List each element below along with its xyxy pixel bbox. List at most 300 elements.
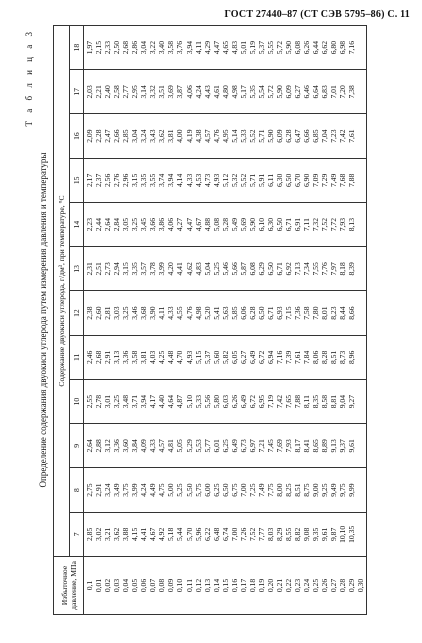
pressure-value: 0,04 <box>121 578 131 593</box>
temperature-header: 18 <box>70 26 84 70</box>
pressure-value: 0,27 <box>329 578 339 593</box>
co2-value: 5,80 <box>211 394 221 409</box>
co2-value: 5,71 <box>247 173 257 188</box>
co2-value: 10,10 <box>338 525 348 543</box>
pressure-value: 0,08 <box>157 578 167 593</box>
co2-value: 4,43 <box>202 85 212 99</box>
co2-value: 9,25 <box>320 483 330 497</box>
co2-value: 8,73 <box>338 350 348 365</box>
co2-value: 3,24 <box>103 483 113 497</box>
co2-value: 7,21 <box>256 439 266 453</box>
co2-value: 4,76 <box>211 129 221 143</box>
co2-value: 5,77 <box>202 439 212 453</box>
co2-value: 7,49 <box>256 483 266 497</box>
co2-value: 6,91 <box>293 217 303 232</box>
co2-value: 4,33 <box>166 306 176 320</box>
co2-value: 7,19 <box>265 394 275 409</box>
co2-value: 8,11 <box>302 395 312 409</box>
co2-value: 5,15 <box>193 350 203 365</box>
co2-value: 4,57 <box>157 439 167 453</box>
co2-value: 5,08 <box>211 217 221 232</box>
co2-value: 3,05 <box>121 217 131 232</box>
co2-value: 4,27 <box>175 217 185 232</box>
co2-value: 4,20 <box>166 262 176 276</box>
temperature-header: 11 <box>70 335 84 379</box>
co2-value: 4,24 <box>139 483 149 497</box>
values-column <box>84 247 367 291</box>
co2-value: 7,11 <box>302 218 312 232</box>
co2-value: 5,17 <box>238 85 248 99</box>
co2-value: 6,03 <box>220 394 230 409</box>
co2-value: 3,36 <box>112 439 122 453</box>
co2-value: 6,01 <box>211 439 221 453</box>
co2-value: 8,51 <box>329 350 339 365</box>
co2-value: 5,72 <box>274 40 284 55</box>
co2-value: 9,61 <box>320 527 330 542</box>
co2-value: 4,38 <box>193 129 203 143</box>
co2-value: 5,44 <box>175 527 185 542</box>
co2-value: 5,87 <box>238 262 248 276</box>
co2-value: 3,57 <box>139 262 149 276</box>
co2-value: 7,13 <box>293 262 303 276</box>
co2-value: 6,94 <box>265 350 275 365</box>
co2-value: 8,25 <box>284 483 294 497</box>
co2-value: 2,78 <box>94 394 104 409</box>
co2-value: 5,00 <box>166 483 176 497</box>
values-column <box>84 380 367 424</box>
co2-value: 8,89 <box>320 439 330 453</box>
co2-value: 4,73 <box>202 173 212 188</box>
co2-value: 5,05 <box>175 439 185 453</box>
co2-value: 2,56 <box>103 173 113 188</box>
co2-value: 5,63 <box>220 306 230 320</box>
co2-value: 3,35 <box>139 173 149 188</box>
co2-value: 8,23 <box>329 306 339 320</box>
co2-value: 5,01 <box>238 40 248 55</box>
table-caption: Определение содержания двуокиси углерода путем измерения давления и температуры <box>38 152 48 488</box>
co2-value: 7,88 <box>293 394 303 409</box>
temperature-header: 16 <box>70 114 84 158</box>
co2-value: 6,26 <box>302 40 312 55</box>
co2-value: 8,13 <box>347 217 357 232</box>
co2-value: 4,67 <box>193 217 203 232</box>
co2-value: 5,33 <box>238 129 248 143</box>
co2-value: 4,11 <box>193 41 203 55</box>
pressure-value: 0,16 <box>229 578 239 593</box>
co2-value: 8,06 <box>311 350 321 365</box>
co2-value: 5,41 <box>211 306 221 320</box>
co2-value: 4,64 <box>166 394 176 409</box>
co2-value: 2,50 <box>112 40 122 55</box>
co2-value: 3,02 <box>94 527 104 542</box>
co2-value: 2,81 <box>103 306 113 320</box>
co2-value: 2,55 <box>85 394 94 409</box>
table-label: Т а б л и ц а 3 <box>24 29 34 127</box>
co2-value: 8,01 <box>320 306 330 320</box>
co2-value: 7,38 <box>347 85 357 99</box>
co2-value: 3,99 <box>130 483 140 497</box>
co2-value: 7,36 <box>293 306 303 320</box>
co2-value: 7,77 <box>256 527 266 542</box>
co2-value: 3,51 <box>157 85 167 99</box>
co2-value: 2,73 <box>103 262 113 276</box>
co2-value: 5,90 <box>274 85 284 99</box>
co2-value: 7,16 <box>347 40 357 55</box>
co2-value: 5,96 <box>193 527 203 542</box>
co2-value: 4,25 <box>157 350 167 365</box>
temperature-group-header: Содержание двуокиси углерода, г/дм³, при температуре, °С <box>54 26 70 557</box>
co2-value: 3,25 <box>121 306 131 320</box>
co2-value: 9,61 <box>347 439 357 453</box>
co2-value: 5,19 <box>247 40 257 55</box>
co2-value: 4,49 <box>148 483 158 497</box>
co2-value: 6,11 <box>265 173 275 187</box>
co2-value: 9,75 <box>338 483 348 497</box>
co2-value: 6,50 <box>256 306 266 320</box>
co2-value: 4,70 <box>175 350 185 365</box>
temperature-header: 13 <box>70 247 84 291</box>
co2-value: 5,52 <box>238 173 248 188</box>
co2-value: 5,75 <box>193 483 203 497</box>
co2-value: 3,88 <box>121 527 131 542</box>
co2-value: 6,09 <box>274 129 284 143</box>
co2-value: 3,14 <box>139 85 149 99</box>
co2-value: 3,43 <box>148 129 158 143</box>
co2-value: 2,88 <box>94 439 104 453</box>
pressure-value: 0,19 <box>256 578 266 593</box>
co2-value: 5,50 <box>184 483 194 497</box>
co2-value: 3,94 <box>139 394 149 409</box>
co2-value: 8,18 <box>338 262 348 276</box>
co2-value: 2,95 <box>130 85 140 99</box>
co2-value: 5,37 <box>202 350 212 365</box>
pressure-value: 0,12 <box>193 578 203 593</box>
co2-value: 3,69 <box>166 85 176 99</box>
co2-value: 2,85 <box>85 527 94 542</box>
co2-value: 3,94 <box>166 173 176 188</box>
co2-value: 5,70 <box>184 527 194 542</box>
co2-value: 7,52 <box>247 527 257 542</box>
co2-value: 5,28 <box>220 217 230 232</box>
co2-value: 6,49 <box>238 394 248 409</box>
co2-value: 4,53 <box>193 173 203 188</box>
co2-value: 2,91 <box>94 483 104 497</box>
co2-value: 2,60 <box>94 306 104 320</box>
pressure-value: 0,24 <box>302 578 312 593</box>
co2-value: 5,71 <box>256 129 266 143</box>
co2-value: 2,37 <box>94 173 104 188</box>
co2-value: 6,62 <box>320 40 330 55</box>
co2-value: 7,65 <box>284 394 294 409</box>
co2-value: 6,00 <box>202 483 212 497</box>
co2-value: 8,17 <box>293 439 303 453</box>
co2-value: 2,31 <box>85 262 94 276</box>
values-column <box>84 158 367 202</box>
co2-value: 8,55 <box>284 527 294 542</box>
co2-value: 3,15 <box>130 173 140 188</box>
co2-value: 4,33 <box>184 173 194 188</box>
co2-value: 4,88 <box>202 217 212 232</box>
co2-value: 6,80 <box>329 40 339 55</box>
co2-value: 9,87 <box>329 527 339 542</box>
co2-value: 2,86 <box>130 40 140 55</box>
co2-value: 4,41 <box>139 527 149 542</box>
co2-value: 7,00 <box>229 527 239 542</box>
co2-value: 8,00 <box>274 483 284 497</box>
temperature-header: 7 <box>70 512 84 556</box>
co2-content-table <box>53 25 367 615</box>
co2-value: 6,49 <box>229 439 239 453</box>
co2-value: 7,72 <box>329 217 339 232</box>
co2-value: 6,93 <box>274 306 284 320</box>
co2-value: 3,13 <box>112 350 122 365</box>
co2-value: 9,04 <box>338 394 348 409</box>
co2-value: 3,21 <box>103 527 113 542</box>
co2-value: 6,50 <box>284 173 294 188</box>
co2-value: 6,92 <box>284 262 294 276</box>
co2-value: 2,64 <box>85 439 94 453</box>
co2-value: 7,93 <box>338 217 348 232</box>
co2-value: 3,62 <box>157 129 167 143</box>
pressure-value: 0,28 <box>338 578 348 593</box>
co2-value: 3,49 <box>112 483 122 497</box>
co2-value: 4,17 <box>148 394 158 409</box>
co2-value: 2,03 <box>85 85 94 99</box>
co2-value: 2,51 <box>94 262 104 276</box>
co2-value: 3,04 <box>130 129 140 143</box>
temperature-header: 9 <box>70 424 84 468</box>
values-column <box>84 203 367 247</box>
co2-value: 8,39 <box>347 262 357 276</box>
pressure-value: 0,30 <box>356 578 366 593</box>
co2-value: 6,72 <box>256 350 266 365</box>
co2-value: 5,25 <box>175 483 185 497</box>
co2-value: 4,81 <box>166 439 176 453</box>
co2-value: 9,37 <box>338 439 348 453</box>
co2-value: 4,75 <box>157 483 167 497</box>
co2-value: 3,58 <box>130 350 140 365</box>
pressure-value: 0,20 <box>265 578 275 593</box>
co2-value: 5,25 <box>211 262 221 276</box>
co2-value: 4,83 <box>229 40 239 55</box>
co2-value: 5,46 <box>220 262 230 276</box>
co2-value: 5,32 <box>229 173 239 188</box>
co2-value: 7,45 <box>265 439 275 453</box>
co2-value: 5,90 <box>265 129 275 143</box>
co2-value: 2,77 <box>121 85 131 99</box>
co2-value: 6,97 <box>247 439 257 453</box>
co2-value: 7,52 <box>320 217 330 232</box>
co2-value: 6,22 <box>202 527 212 542</box>
co2-value: 3,78 <box>148 262 158 276</box>
pressure-values-column <box>84 557 367 615</box>
co2-value: 6,66 <box>302 129 312 143</box>
co2-value: 8,51 <box>293 483 303 497</box>
values-column <box>84 468 367 512</box>
co2-value: 4,19 <box>184 129 194 143</box>
pressure-column-header: Избыточное давление, МПа <box>54 557 84 615</box>
co2-value: 3,99 <box>157 262 167 276</box>
co2-value: 2,68 <box>94 350 104 365</box>
co2-value: 3,04 <box>139 40 149 55</box>
co2-value: 5,29 <box>184 439 194 453</box>
co2-value: 8,44 <box>338 306 348 320</box>
co2-value: 4,76 <box>184 306 194 320</box>
temperature-header: 14 <box>70 203 84 247</box>
co2-value: 4,11 <box>157 306 167 320</box>
co2-value: 4,24 <box>193 85 203 99</box>
co2-value: 2,09 <box>85 129 94 143</box>
co2-value: 2,91 <box>103 350 113 365</box>
co2-value: 7,34 <box>302 262 312 276</box>
co2-value: 7,97 <box>329 262 339 276</box>
pressure-value: 0,13 <box>202 578 212 593</box>
co2-value: 4,15 <box>130 527 140 542</box>
co2-value: 5,60 <box>211 350 221 365</box>
co2-value: 9,08 <box>302 527 312 542</box>
co2-value: 4,98 <box>193 306 203 320</box>
co2-value: 7,80 <box>311 306 321 320</box>
co2-value: 9,00 <box>311 483 321 497</box>
co2-value: 5,82 <box>220 350 230 365</box>
pressure-value: 0,14 <box>211 578 221 593</box>
co2-value: 7,49 <box>329 173 339 188</box>
temperature-header: 17 <box>70 70 84 114</box>
page-header: ГОСТ 27440–87 (СТ СЭВ 5795–86) С. 11 <box>224 9 410 20</box>
co2-value: 3,60 <box>121 439 131 453</box>
co2-value: 5,35 <box>247 85 257 99</box>
co2-value: 3,55 <box>148 173 158 188</box>
temperature-header: 12 <box>70 291 84 335</box>
co2-value: 2,40 <box>103 85 113 99</box>
co2-value: 8,66 <box>347 306 357 320</box>
co2-value: 8,75 <box>302 483 312 497</box>
co2-value: 3,86 <box>157 217 167 232</box>
co2-value: 4,29 <box>202 40 212 55</box>
co2-value: 4,41 <box>175 262 185 276</box>
co2-value: 2,17 <box>85 173 94 188</box>
co2-value: 4,87 <box>175 394 185 409</box>
co2-value: 3,48 <box>121 394 131 409</box>
pressure-value: 0,23 <box>293 578 303 593</box>
co2-value: 7,04 <box>320 129 330 143</box>
co2-value: 2,68 <box>121 40 131 55</box>
temperature-header-row <box>70 26 84 615</box>
co2-value: 2,64 <box>103 217 113 232</box>
co2-value: 8,58 <box>320 394 330 409</box>
co2-value: 6,30 <box>265 217 275 232</box>
co2-value: 8,29 <box>274 527 284 542</box>
co2-value: 3,25 <box>112 394 122 409</box>
co2-value: 4,14 <box>175 173 185 188</box>
co2-value: 4,40 <box>157 394 167 409</box>
co2-value: 1,97 <box>85 40 94 55</box>
values-column <box>84 512 367 556</box>
co2-value: 5,14 <box>229 129 239 143</box>
co2-value: 2,21 <box>94 85 104 99</box>
co2-value: 2,28 <box>94 129 104 143</box>
pressure-value: 0,26 <box>320 578 330 593</box>
co2-value: 6,72 <box>247 394 257 409</box>
pressure-value: 0,25 <box>311 578 321 593</box>
co2-value: 2,85 <box>121 129 131 143</box>
co2-value: 7,42 <box>338 129 348 143</box>
co2-value: 3,40 <box>157 40 167 55</box>
co2-value: 3,01 <box>103 394 113 409</box>
co2-value: 2,33 <box>103 40 113 55</box>
co2-value: 8,41 <box>302 439 312 453</box>
co2-value: 3,24 <box>139 129 149 143</box>
co2-value: 6,47 <box>293 129 303 143</box>
co2-value: 3,94 <box>184 40 194 55</box>
co2-value: 8,35 <box>311 394 321 409</box>
co2-value: 3,71 <box>130 394 140 409</box>
values-column <box>84 114 367 158</box>
co2-value: 7,01 <box>329 85 339 99</box>
co2-value: 6,73 <box>238 439 248 453</box>
co2-value: 7,15 <box>284 306 294 320</box>
pressure-value: 0,10 <box>175 578 185 593</box>
co2-value: 6,08 <box>293 40 303 55</box>
co2-value: 6,30 <box>274 173 284 188</box>
co2-value: 3,58 <box>166 40 176 55</box>
co2-value: 7,23 <box>329 129 339 143</box>
co2-value: 9,99 <box>347 483 357 497</box>
pressure-value: 0,09 <box>166 578 176 593</box>
co2-value: 7,55 <box>311 262 321 276</box>
co2-value: 6,50 <box>265 262 275 276</box>
co2-value: 8,81 <box>329 394 339 409</box>
co2-value: 4,06 <box>184 85 194 99</box>
co2-value: 5,66 <box>229 262 239 276</box>
co2-value: 4,47 <box>211 40 221 55</box>
co2-value: 6,90 <box>302 173 312 188</box>
pressure-value: 0,15 <box>220 578 230 593</box>
co2-value: 4,80 <box>220 85 230 99</box>
co2-value: 5,52 <box>247 129 257 143</box>
co2-value: 9,49 <box>329 483 339 497</box>
pressure-value: 0,06 <box>139 578 149 593</box>
co2-value: 7,75 <box>265 483 275 497</box>
co2-value: 6,95 <box>256 394 266 409</box>
temperature-header: 8 <box>70 468 84 512</box>
co2-value: 6,48 <box>211 527 221 542</box>
co2-value: 6,08 <box>247 262 257 276</box>
co2-value: 3,35 <box>130 262 140 276</box>
co2-value: 4,47 <box>184 217 194 232</box>
co2-value: 4,57 <box>202 129 212 143</box>
co2-value: 6,05 <box>229 350 239 365</box>
co2-value: 7,84 <box>302 350 312 365</box>
co2-value: 3,66 <box>148 217 158 232</box>
co2-value: 5,18 <box>166 527 176 542</box>
co2-value: 2,44 <box>94 217 104 232</box>
co2-value: 6,71 <box>265 306 275 320</box>
co2-value: 5,85 <box>229 306 239 320</box>
co2-value: 7,25 <box>247 483 257 497</box>
co2-value: 6,25 <box>220 439 230 453</box>
co2-value: 3,03 <box>112 306 122 320</box>
co2-value: 5,72 <box>265 85 275 99</box>
pressure-value: 0,17 <box>238 578 248 593</box>
co2-value: 3,15 <box>121 262 131 276</box>
pressure-value: 0,22 <box>284 578 294 593</box>
co2-value: 7,58 <box>302 306 312 320</box>
co2-value: 5,56 <box>202 394 212 409</box>
co2-value: 7,29 <box>320 173 330 188</box>
co2-value: 4,93 <box>211 173 221 188</box>
co2-value: 6,98 <box>338 40 348 55</box>
